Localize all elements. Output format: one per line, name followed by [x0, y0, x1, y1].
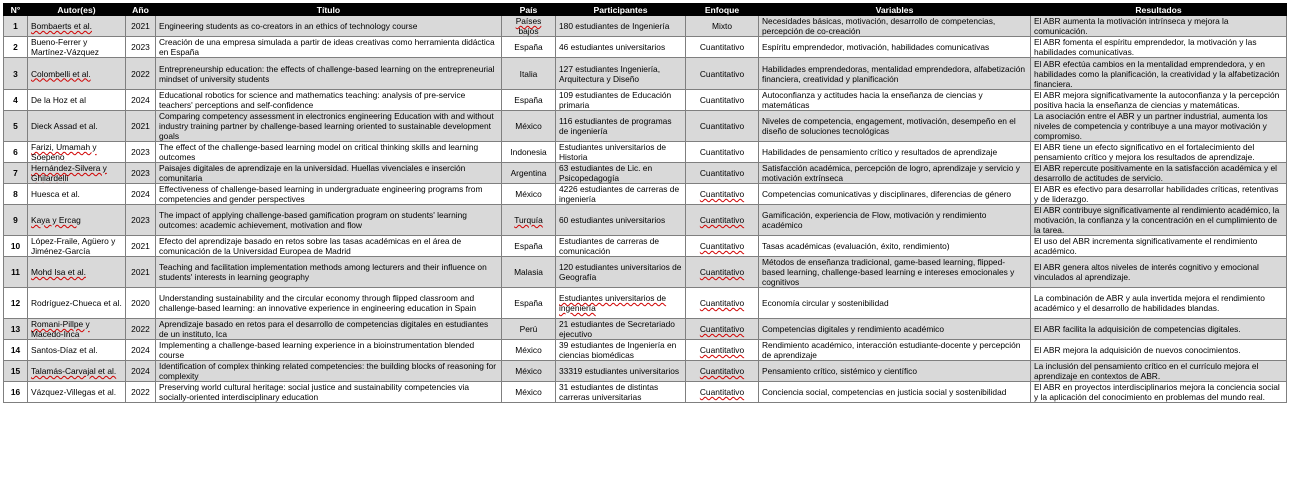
row-titulo: Effectiveness of challenge-based learning in undergraduate engineering programs from competencies and gender perspectives — [156, 184, 502, 205]
row-titulo: Efecto del aprendizaje basado en retos sobre las tasas académicas en el área de comunicación de la Universidad Europea de Madrid — [156, 236, 502, 257]
table-row — [4, 257, 1287, 288]
row-enfoque: Cuantitativo — [686, 142, 759, 163]
row-variables: Satisfacción académica, percepción de logro, aprendizaje y servicio y motivación extrínseca — [759, 163, 1031, 184]
row-participantes: Estudiantes universitarios de Historia — [556, 142, 686, 163]
row-enfoque: Cuantitativo — [686, 163, 759, 184]
table-row — [4, 205, 1287, 236]
row-autor: Talamás-Carvajal et al. — [28, 361, 126, 382]
row-number: 4 — [4, 90, 28, 111]
header-enfoque: Enfoque — [686, 4, 759, 16]
row-number: 5 — [4, 111, 28, 142]
row-titulo: Aprendizaje basado en retos para el desarrollo de competencias digitales en estudiantes de un instituto, Ica — [156, 319, 502, 340]
row-variables: Gamificación, experiencia de Flow, motivación y rendimiento académico — [759, 205, 1031, 236]
row-variables: Habilidades de pensamiento crítico y resultados de aprendizaje — [759, 142, 1031, 163]
row-variables: Pensamiento crítico, sistémico y científico — [759, 361, 1031, 382]
row-resultados: El ABR es efectivo para desarrollar habilidades críticas, retentivas y de liderazgo. — [1031, 184, 1287, 205]
row-number: 11 — [4, 257, 28, 288]
row-titulo: Identification of complex thinking related competencies: the building blocks of reasoning for complexity — [156, 361, 502, 382]
row-autor: Bombaerts et al. — [28, 16, 126, 37]
row-enfoque: Cuantitativo — [686, 236, 759, 257]
row-enfoque: Cuantitativo — [686, 361, 759, 382]
row-autor: Vázquez-Villegas et al. — [28, 382, 126, 403]
row-enfoque: Cuantitativo — [686, 288, 759, 319]
row-titulo: Paisajes digitales de aprendizaje en la universidad. Huellas vivenciales e inserción comunitaria — [156, 163, 502, 184]
header-n: N° — [4, 4, 28, 16]
table-row — [4, 236, 1287, 257]
table-header — [4, 4, 1287, 16]
row-variables: Autoconfianza y actitudes hacia la enseñanza de ciencias y matemáticas — [759, 90, 1031, 111]
row-anio: 2021 — [126, 257, 156, 288]
row-participantes: 4226 estudiantes de carreras de ingeniería — [556, 184, 686, 205]
row-anio: 2023 — [126, 142, 156, 163]
row-pais: España — [502, 288, 556, 319]
row-titulo: Entrepreneurship education: the effects of challenge-based learning on the entrepreneurial mindset of university students — [156, 58, 502, 90]
table-row — [4, 382, 1287, 403]
table-row — [4, 340, 1287, 361]
row-resultados: El ABR fomenta el espíritu emprendedor, la motivación y las habilidades comunicativas. — [1031, 37, 1287, 58]
row-number: 9 — [4, 205, 28, 236]
header-row — [4, 4, 1287, 16]
row-number: 15 — [4, 361, 28, 382]
row-number: 7 — [4, 163, 28, 184]
row-pais: Argentina — [502, 163, 556, 184]
row-enfoque: Cuantitativo — [686, 340, 759, 361]
row-number: 3 — [4, 58, 28, 90]
row-enfoque: Cuantitativo — [686, 90, 759, 111]
row-titulo: Educational robotics for science and mathematics teaching: analysis of pre-service teachers' perceptions and self-confidence — [156, 90, 502, 111]
row-number: 16 — [4, 382, 28, 403]
table-body — [4, 16, 1287, 403]
table-row — [4, 58, 1287, 90]
row-participantes: 31 estudiantes de distintas carreras universitarias — [556, 382, 686, 403]
row-variables: Tasas académicas (evaluación, éxito, rendimiento) — [759, 236, 1031, 257]
row-number: 1 — [4, 16, 28, 37]
row-participantes: 46 estudiantes universitarios — [556, 37, 686, 58]
row-enfoque: Cuantitativo — [686, 319, 759, 340]
row-participantes: 60 estudiantes universitarios — [556, 205, 686, 236]
row-participantes: Estudiantes universitarios de ingeniería — [556, 288, 686, 319]
row-autor: Bueno-Ferrer y Martínez-Vázquez — [28, 37, 126, 58]
row-participantes: 33319 estudiantes universitarios — [556, 361, 686, 382]
row-resultados: El ABR en proyectos interdisciplinarios mejora la conciencia social y la aplicación del conocimiento en problemas del mundo real. — [1031, 382, 1287, 403]
row-pais: Italia — [502, 58, 556, 90]
row-anio: 2022 — [126, 382, 156, 403]
header-participantes: Participantes — [556, 4, 686, 16]
row-autor: Santos-Díaz et al. — [28, 340, 126, 361]
row-resultados: El ABR tiene un efecto significativo en el fortalecimiento del pensamiento crítico y mejora los resultados de aprendizaje. — [1031, 142, 1287, 163]
row-participantes: 63 estudiantes de Lic. en Psicopedagogía — [556, 163, 686, 184]
row-titulo: Understanding sustainability and the circular economy through flipped classroom and challenge-based learning: an innovative experience in engineering education in Spain — [156, 288, 502, 319]
row-enfoque: Cuantitativo — [686, 382, 759, 403]
row-resultados: El uso del ABR incrementa significativamente el rendimiento académico. — [1031, 236, 1287, 257]
row-variables: Niveles de competencia, engagement, motivación, desempeño en el diseño de soluciones tecnológicas — [759, 111, 1031, 142]
row-pais: España — [502, 37, 556, 58]
header-autor: Autor(es) — [28, 4, 126, 16]
table-row — [4, 111, 1287, 142]
row-pais: México — [502, 382, 556, 403]
row-anio: 2023 — [126, 37, 156, 58]
row-titulo: The effect of the challenge-based learning model on critical thinking skills and learning outcomes — [156, 142, 502, 163]
row-number: 10 — [4, 236, 28, 257]
row-variables: Rendimiento académico, interacción estudiante-docente y percepción de aprendizaje — [759, 340, 1031, 361]
row-anio: 2022 — [126, 58, 156, 90]
row-titulo: Teaching and facilitation implementation methods among lecturers and their influence on students' interests in learning geography — [156, 257, 502, 288]
row-anio: 2024 — [126, 90, 156, 111]
row-resultados: El ABR repercute positivamente en la satisfacción académica y el desarrollo de actitudes de servicio. — [1031, 163, 1287, 184]
row-resultados: El ABR aumenta la motivación intrínseca y mejora la comunicación. — [1031, 16, 1287, 37]
row-pais: España — [502, 236, 556, 257]
header-anio: Año — [126, 4, 156, 16]
row-resultados: El ABR mejora significativamente la autoconfianza y la percepción positiva hacia la enseñanza de ciencias y matemáticas. — [1031, 90, 1287, 111]
table-row — [4, 163, 1287, 184]
row-autor: López-Fraile, Agüero y Jiménez-García — [28, 236, 126, 257]
row-variables: Conciencia social, competencias en justicia social y sostenibilidad — [759, 382, 1031, 403]
row-titulo: Implementing a challenge-based learning experience in a bioinstrumentation blended course — [156, 340, 502, 361]
row-anio: 2020 — [126, 288, 156, 319]
row-pais: Malasia — [502, 257, 556, 288]
row-titulo: Engineering students as co-creators in an ethics of technology course — [156, 16, 502, 37]
row-anio: 2024 — [126, 184, 156, 205]
row-pais: México — [502, 361, 556, 382]
row-anio: 2023 — [126, 163, 156, 184]
row-variables: Espíritu emprendedor, motivación, habilidades comunicativas — [759, 37, 1031, 58]
row-pais: Indonesia — [502, 142, 556, 163]
row-number: 6 — [4, 142, 28, 163]
row-number: 2 — [4, 37, 28, 58]
row-participantes: 127 estudiantes Ingeniería, Arquitectura y Diseño — [556, 58, 686, 90]
row-autor: Dieck Assad et al. — [28, 111, 126, 142]
row-autor: Farizi, Umamah y Soepeno — [28, 142, 126, 163]
row-variables: Competencias comunicativas y disciplinares, diferencias de género — [759, 184, 1031, 205]
row-anio: 2021 — [126, 111, 156, 142]
row-autor: Kaya y Ercag — [28, 205, 126, 236]
row-resultados: El ABR efectúa cambios en la mentalidad emprendedora, y en habilidades como la planificación, la creatividad y la alfabetización financiera. — [1031, 58, 1287, 90]
header-variables: Variables — [759, 4, 1031, 16]
header-titulo: Título — [156, 4, 502, 16]
row-autor: Huesca et al. — [28, 184, 126, 205]
row-resultados: El ABR contribuye significativamente al rendimiento académico, la motivación, la confianza y la concentración en el cumplimiento de la tarea. — [1031, 205, 1287, 236]
row-pais: México — [502, 111, 556, 142]
row-anio: 2022 — [126, 319, 156, 340]
row-participantes: 116 estudiantes de programas de ingeniería — [556, 111, 686, 142]
table-row — [4, 90, 1287, 111]
row-anio: 2023 — [126, 205, 156, 236]
header-pais: País — [502, 4, 556, 16]
table-row — [4, 16, 1287, 37]
row-enfoque: Cuantitativo — [686, 37, 759, 58]
row-participantes: 109 estudiantes de Educación primaria — [556, 90, 686, 111]
studies-table — [3, 3, 1287, 403]
row-number: 8 — [4, 184, 28, 205]
row-pais: Perú — [502, 319, 556, 340]
row-anio: 2021 — [126, 236, 156, 257]
table-row — [4, 361, 1287, 382]
row-titulo: The impact of applying challenge-based gamification program on students' learning outcomes: academic achievement, motivation and flow — [156, 205, 502, 236]
row-resultados: La inclusión del pensamiento crítico en el currículo mejora el aprendizaje en contextos de ABR. — [1031, 361, 1287, 382]
row-resultados: El ABR facilita la adquisición de competencias digitales. — [1031, 319, 1287, 340]
row-variables: Economía circular y sostenibilidad — [759, 288, 1031, 319]
row-number: 13 — [4, 319, 28, 340]
row-pais: México — [502, 184, 556, 205]
row-autor: Rodríguez-Chueca et al. — [28, 288, 126, 319]
row-autor: Hernández-Silvera y Ghilardelli — [28, 163, 126, 184]
row-participantes: 39 estudiantes de Ingeniería en ciencias biomédicas — [556, 340, 686, 361]
row-enfoque: Cuantitativo — [686, 205, 759, 236]
row-pais: México — [502, 340, 556, 361]
row-titulo: Creación de una empresa simulada a partir de ideas creativas como herramienta didáctica en España — [156, 37, 502, 58]
row-autor: Colombelli et al. — [28, 58, 126, 90]
row-variables: Habilidades emprendedoras, mentalidad emprendedora, alfabetización financiera, creatividad y planificación — [759, 58, 1031, 90]
row-enfoque: Cuantitativo — [686, 184, 759, 205]
row-enfoque: Cuantitativo — [686, 111, 759, 142]
row-enfoque: Cuantitativo — [686, 257, 759, 288]
row-resultados: El ABR mejora la adquisición de nuevos conocimientos. — [1031, 340, 1287, 361]
table-row — [4, 142, 1287, 163]
row-number: 12 — [4, 288, 28, 319]
row-resultados: El ABR genera altos niveles de interés cognitivo y emocional vinculados al aprendizaje. — [1031, 257, 1287, 288]
row-titulo: Preserving world cultural heritage: social justice and sustainability competencies via socially-oriented interdisciplinary education — [156, 382, 502, 403]
row-autor: Mohd Isa et al. — [28, 257, 126, 288]
row-titulo: Comparing competency assessment in electronics engineering Education with and without industry training partner by challenge-based learning oriented to sustainable development goals — [156, 111, 502, 142]
row-participantes: Estudiantes de carreras de comunicación — [556, 236, 686, 257]
row-pais: Turquía — [502, 205, 556, 236]
table-row — [4, 319, 1287, 340]
row-participantes: 120 estudiantes universitarios de Geografía — [556, 257, 686, 288]
row-resultados: La combinación de ABR y aula invertida mejora el rendimiento académico y el desarrollo de habilidades blandas. — [1031, 288, 1287, 319]
row-variables: Métodos de enseñanza tradicional, game-based learning, flipped-based learning, challenge-based learning e intereses emocionales y cognitivos — [759, 257, 1031, 288]
row-resultados: La asociación entre el ABR y un partner industrial, aumenta los niveles de competencia y contribuye a una mayor motivación y compromiso. — [1031, 111, 1287, 142]
row-number: 14 — [4, 340, 28, 361]
row-participantes: 21 estudiantes de Secretariado ejecutivo — [556, 319, 686, 340]
header-resultados: Resultados — [1031, 4, 1287, 16]
row-variables: Necesidades básicas, motivación, desarrollo de competencias, percepción de co-creación — [759, 16, 1031, 37]
table-row — [4, 37, 1287, 58]
row-participantes: 180 estudiantes de Ingeniería — [556, 16, 686, 37]
row-pais: España — [502, 90, 556, 111]
row-anio: 2024 — [126, 361, 156, 382]
table-row — [4, 288, 1287, 319]
row-anio: 2024 — [126, 340, 156, 361]
table-row — [4, 184, 1287, 205]
row-variables: Competencias digitales y rendimiento académico — [759, 319, 1031, 340]
row-autor: Romani-Pillpe y Macedo-Inca — [28, 319, 126, 340]
row-pais: Países bajos — [502, 16, 556, 37]
row-anio: 2021 — [126, 16, 156, 37]
row-autor: De la Hoz et al — [28, 90, 126, 111]
row-enfoque: Cuantitativo — [686, 58, 759, 90]
row-enfoque: Mixto — [686, 16, 759, 37]
